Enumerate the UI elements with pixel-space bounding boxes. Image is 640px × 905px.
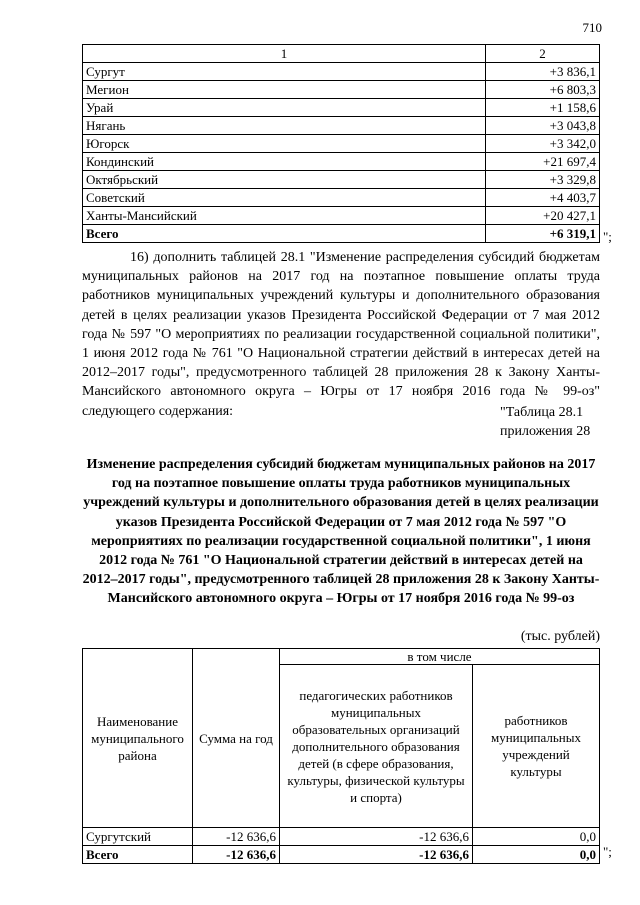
amendment-text: 16) дополнить таблицей 28.1 "Изменение распределения субсидий бюджетам муниципальных районов на 2017 год на поэтапное повышение оплаты труда работников муниципальных учреждений культуры и дополнительного образования детей в целях реализации указов Президента Российской Федерации от 7 мая 2012 года № 597 "О мероприятиях по реализации государственной социальной политики", 1 июня 2012 года № 761 "О Национальной стратегии действий в интересах детей на 2012–2017 годы", предусмотренного таблицей 28 приложения 28 к Закону Ханты-Мансийского автономного округа – Югры от 17 ноября 2016 года № 99-оз" следующего содержания:: [82, 250, 600, 419]
total-label: Всего: [83, 846, 193, 864]
col-teachers-header: педагогических работников муниципальных образовательных организаций дополнительного образования детей (в сфере образования, культуры, физической культуры и спорта): [280, 665, 473, 828]
municipality-value: +6 803,3: [486, 81, 600, 99]
table-total-row: [83, 225, 600, 243]
table-row: [83, 153, 600, 171]
municipality-name: Мегион: [83, 81, 486, 99]
municipality-value: +3 329,8: [486, 171, 600, 189]
table-row: [83, 63, 600, 81]
page-number: 710: [582, 20, 602, 35]
table-caption-line1: "Таблица 28.1: [500, 405, 584, 420]
table-row: [83, 81, 600, 99]
municipality-name: Сургут: [83, 63, 486, 81]
municipality-value: +3 836,1: [486, 63, 600, 81]
col-including-header: в том числе: [280, 649, 600, 665]
col-sum-header: Сумма на год: [193, 649, 280, 828]
col-name-header: Наименование муниципального района: [83, 649, 193, 828]
municipality-name: Кондинский: [83, 153, 486, 171]
closing-quote: ";: [603, 844, 612, 859]
municipality-name: Нягань: [83, 117, 486, 135]
total-label: Всего: [83, 225, 486, 243]
municipality-name: Октябрьский: [83, 171, 486, 189]
municipality-value: +3 043,8: [486, 117, 600, 135]
municipality-value: +4 403,7: [486, 189, 600, 207]
table-total-row: [83, 846, 600, 864]
table-heading: Изменение распределения субсидий бюджетам муниципальных районов на 2017 год на поэтапное повышение оплаты труда работников муниципальных учреждений культуры и дополнительного образования детей в целях реализации указов Президента Российской Федерации от 7 мая 2012 года № 597 "О мероприятиях по реализации государственной социальной политики", 1 июня 2012 года № 761 "О Национальной стратегии действий в интересах детей на 2012–2017 годы", предусмотренного таблицей 28 приложения 28 к Закону Ханты-Мансийского автономного округа – Югры от 17 ноября 2016 года № 99-оз: [82, 457, 600, 607]
district-name: Сургутский: [83, 828, 193, 846]
table-header-row: [83, 45, 600, 63]
municipality-name: Советский: [83, 189, 486, 207]
municipality-value: +3 342,0: [486, 135, 600, 153]
table-row: [83, 171, 600, 189]
district-teachers: -12 636,6: [280, 828, 473, 846]
table-caption-line2: приложения 28: [500, 424, 591, 439]
total-culture: 0,0: [473, 846, 600, 864]
total-sum: -12 636,6: [193, 846, 280, 864]
table-header-row: [83, 649, 600, 665]
amendment-paragraph: [82, 248, 600, 421]
col-culture-header: работников муниципальных учреждений культуры: [473, 665, 600, 828]
subsidy-distribution-table: [82, 648, 600, 864]
municipality-value: +1 158,6: [486, 99, 600, 117]
total-value: +6 319,1: [486, 225, 600, 243]
table-row: [83, 207, 600, 225]
municipality-value: +21 697,4: [486, 153, 600, 171]
district-culture: 0,0: [473, 828, 600, 846]
closing-quote: ";: [603, 229, 612, 244]
municipality-value: +20 427,1: [486, 207, 600, 225]
table-row: [83, 828, 600, 846]
municipality-name: Югорск: [83, 135, 486, 153]
table-row: [83, 99, 600, 117]
municipality-name: Ханты-Мансийский: [83, 207, 486, 225]
subsidy-change-table: [82, 44, 600, 243]
municipality-name: Урай: [83, 99, 486, 117]
table-row: [83, 117, 600, 135]
district-sum: -12 636,6: [193, 828, 280, 846]
table-row: [83, 189, 600, 207]
total-teachers: -12 636,6: [280, 846, 473, 864]
units-label: (тыс. рублей): [520, 629, 600, 644]
table-row: [83, 135, 600, 153]
column-header-1: 1: [83, 45, 486, 63]
column-header-2: 2: [486, 45, 600, 63]
